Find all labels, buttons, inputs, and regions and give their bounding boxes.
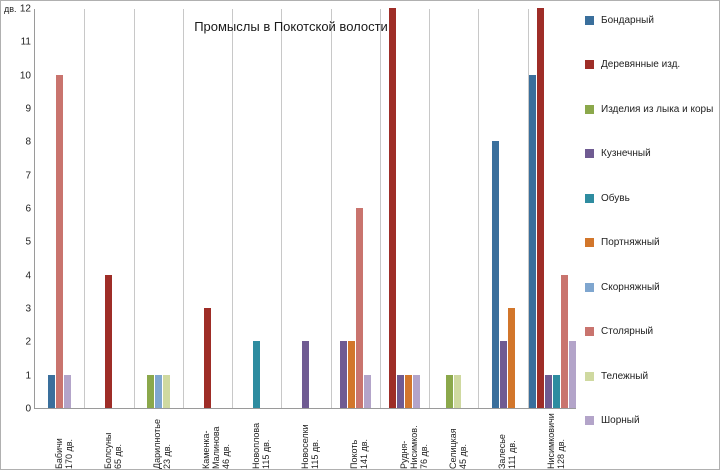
bar[interactable] [48,375,55,408]
legend-item[interactable] [585,414,640,428]
bar[interactable] [397,375,404,408]
y-tick-label: 9 [25,103,31,115]
legend-label: Тележный [601,370,649,382]
bar[interactable] [204,308,211,408]
bar[interactable] [253,341,260,408]
chart-legend [585,13,719,459]
x-tick-label: Покоть 141 дв. [349,438,370,469]
legend-label: Изделия из лыка и коры [601,103,714,115]
x-tick-label: Болсуны 65 дв. [102,432,123,469]
legend-swatch [585,105,594,114]
bar[interactable] [500,341,507,408]
category-group [183,9,232,408]
legend-swatch [585,416,594,425]
y-tick-label: 7 [25,170,31,182]
bar-group [528,8,577,408]
y-tick-label: 4 [25,270,31,282]
x-tick-label: Селицкая 45 дв. [447,428,468,469]
bar[interactable] [302,341,309,408]
bar[interactable] [446,375,453,408]
bar[interactable] [413,375,420,408]
category-group [84,9,133,408]
bar-group [232,8,281,408]
legend-swatch [585,283,594,292]
x-tick-label: Нисимковичи 128 дв. [546,413,567,469]
legend-label: Шорный [601,415,640,426]
bar[interactable] [163,375,170,408]
legend-swatch [585,238,594,247]
bar[interactable] [405,375,412,408]
legend-swatch [585,194,594,203]
bar-group [281,8,330,408]
bar[interactable] [147,375,154,408]
bar[interactable] [389,8,396,408]
category-group [281,9,330,408]
bar-group [331,8,380,408]
legend-label: Деревянные изд. [601,59,681,70]
bar-group [429,8,478,408]
bar[interactable] [492,141,499,408]
y-tick-label: 1 [25,370,31,382]
bar[interactable] [508,308,515,408]
plot-area [1,1,581,469]
x-tick-label: Новоплова 115 дв. [250,422,271,469]
legend-swatch [585,372,594,381]
bar-group [183,8,232,408]
bar-group [84,8,133,408]
y-tick-label: 10 [19,70,31,82]
legend-item[interactable] [585,236,660,250]
y-tick-label: 2 [25,336,31,348]
legend-label: Бондарный [601,14,654,26]
bar-group [380,8,429,408]
legend-label: Столярный [601,326,654,337]
bar[interactable] [569,341,576,408]
legend-label: Кузнечный [601,148,651,159]
x-tick-label: Каменка- Малинова 46 дв. [201,426,232,469]
legend-label: Портняжный [601,237,660,248]
legend-label: Скорняжный [601,281,660,293]
plot-grid [34,9,576,409]
legend-swatch [585,16,594,25]
bar[interactable] [561,275,568,408]
bar[interactable] [348,341,355,408]
category-group [232,9,281,408]
bar[interactable] [537,8,544,408]
y-tick-label: 5 [25,236,31,248]
legend-item[interactable] [585,191,630,205]
bar-group [478,8,527,408]
y-axis-title: дв. [4,4,17,14]
category-group [35,9,84,408]
x-tick-label: Рудня- Нисимков. 76 дв. [398,425,429,469]
bar-group [134,8,183,408]
bar[interactable] [454,375,461,408]
x-tick-label: Залесье 111 дв. [497,434,518,469]
bar[interactable] [545,375,552,408]
category-group [380,9,429,408]
legend-item[interactable] [585,58,680,72]
x-tick-label: Бабичи 170 дв. [53,438,74,469]
bar[interactable] [356,208,363,408]
bar[interactable] [155,375,162,408]
y-tick-label: 0 [25,403,31,415]
category-group [429,9,478,408]
category-group [134,9,183,408]
y-tick-label: 11 [20,36,31,48]
category-group [331,9,380,408]
bar[interactable] [553,375,560,408]
legend-item[interactable] [585,13,654,27]
legend-label: Обувь [601,192,630,204]
legend-swatch [585,60,594,69]
bar[interactable] [105,275,112,408]
legend-item[interactable] [585,325,653,339]
legend-swatch [585,149,594,158]
bar[interactable] [64,375,71,408]
y-tick-label: 12 [19,3,31,15]
y-tick-label: 3 [25,303,31,315]
y-tick-label: 8 [25,136,31,148]
bar[interactable] [529,75,536,408]
legend-swatch [585,327,594,336]
x-tick-label: Новоселки 115 дв. [300,424,320,469]
legend-item[interactable] [585,147,651,161]
legend-item[interactable] [585,280,660,294]
legend-item[interactable] [585,102,713,116]
bar[interactable] [364,375,371,408]
category-group [478,9,527,408]
bar[interactable] [340,341,347,408]
y-tick-label: 6 [25,203,31,215]
bar-group [35,8,84,408]
chart-title: Промыслы в Покотской волости [194,19,388,34]
x-tick-label: Дарилнотье 23 дв. [152,419,173,469]
category-group [528,9,577,408]
x-axis-labels [34,411,576,469]
legend-item[interactable] [585,369,648,383]
y-axis [15,3,33,415]
bar[interactable] [56,75,63,408]
